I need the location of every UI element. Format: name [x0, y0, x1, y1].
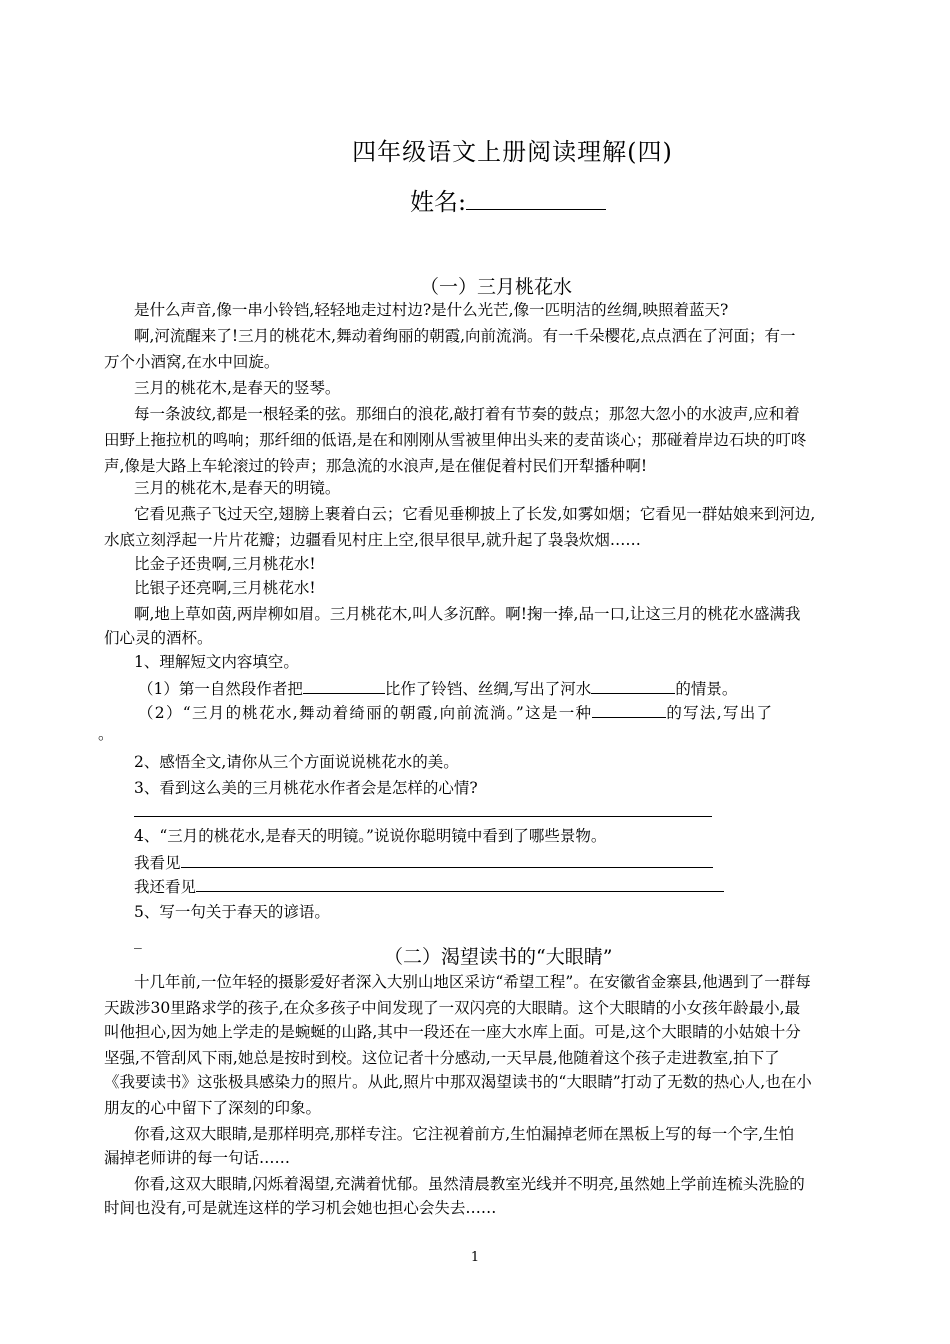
name-label: 姓名:: [410, 188, 467, 216]
s1-para-4a: 每一条波纹,都是一根轻柔的弦。那细白的浪花,敲打着有节奏的鼓点；那忽大忽小的水波声,应和着: [134, 405, 800, 423]
s1-para-3: 三月的桃花木,是春天的竖琴。: [134, 379, 341, 397]
page-title: 四年级语文上册阅读理解(四): [352, 138, 673, 166]
q1b-blank-1[interactable]: [592, 702, 666, 718]
question-3: 3、看到这么美的三月桃花水作者会是怎样的心情?: [134, 779, 478, 797]
q4b-blank[interactable]: [196, 876, 724, 892]
q1a-text-mid: 比作了铃铛、丝绸,写出了河水: [384, 680, 592, 698]
question-2: 2、感悟全文,请你从三个方面说说桃花水的美。: [134, 753, 459, 771]
section1-heading: （一）三月桃花水: [420, 276, 573, 298]
question-1-part-1: [138, 678, 737, 699]
q4a-label: 我看见: [134, 854, 181, 872]
s2-para-2b: 漏掉老师讲的每一句话……: [104, 1149, 291, 1167]
q4-answer-1: [134, 852, 713, 873]
s1-para-7: 比金子还贵啊,三月桃花水!: [134, 555, 316, 573]
q4b-label: 我还看见: [134, 878, 197, 896]
page-number: 1: [470, 1250, 480, 1265]
s1-para-9a: 啊,地上草如茵,两岸柳如眉。三月桃花木,叫人多沉醉。啊!掬一捧,品一口,让这三月的桃花水盛满我: [134, 605, 801, 623]
q1b-end-punct: 。: [98, 725, 114, 743]
s1-para-4c: 声,像是大路上车轮滚过的铃声；那急流的水浪声,是在催促着村民们开犁播种啊!: [104, 457, 648, 475]
question-5: 5、写一句关于春天的谚语。: [134, 903, 330, 921]
s1-para-1: 是什么声音,像一串小铃铛,轻轻地走过村边?是什么光芒,像一匹明洁的丝绸,映照着蓝天?: [134, 301, 729, 319]
q1b-text-post: 的写法,写出了: [666, 704, 774, 722]
s2-para-3a: 你看,这双大眼睛,闪烁着渴望,充满着忧郁。虽然清晨教室光线并不明亮,虽然她上学前连梳头洗脸的: [134, 1175, 805, 1193]
q1a-text-post: 的情景。: [675, 680, 738, 698]
name-field-label: [410, 182, 606, 217]
q1a-blank-1[interactable]: [303, 678, 385, 694]
s1-para-4b: 田野上拖拉机的鸣响；那纤细的低语,是在和刚刚从雪被里伸出头来的麦苗谈心；那碰着岸边石块的叮咚: [104, 431, 807, 449]
section2-heading: （二）渴望读书的“大眼睛”: [384, 946, 613, 968]
stray-underscore: _: [134, 931, 142, 949]
q1a-blank-2[interactable]: [591, 678, 675, 694]
question-1: 1、理解短文内容填空。: [134, 653, 299, 671]
s1-para-6a: 它看见燕子飞过天空,翅膀上裹着白云；它看见垂柳披上了长发,如雾如烟；它看见一群姑娘来到河边,: [134, 505, 816, 523]
s2-para-1d: 坚强,不管刮风下雨,她总是按时到校。这位记者十分感动,一天早晨,他随着这个孩子走进教室,拍下了: [104, 1049, 780, 1067]
s2-para-1e: 《我要读书》这张极具感染力的照片。从此,照片中那双渴望读书的“大眼睛”打动了无数的热心人,也在小: [104, 1073, 812, 1091]
q4-answer-2: [134, 876, 724, 897]
name-blank[interactable]: [466, 187, 606, 210]
s1-para-6b: 水底立刻浮起一片片花瓣；边疆看见村庄上空,很早很早,就升起了袅袅炊烟……: [104, 531, 641, 549]
question-4: 4、“三月的桃花水,是春天的明镜。”说说你聪明镜中看到了哪些景物。: [134, 827, 607, 845]
s1-para-2a: 啊,河流醒来了!三月的桃花木,舞动着绚丽的朝霞,向前流淌。有一千朵樱花,点点洒在了河面；有一: [134, 327, 796, 345]
s2-para-3b: 时间也没有,可是就连这样的学习机会她也担心会失去……: [104, 1199, 497, 1217]
q1a-text-pre: （1）第一自然段作者把: [138, 680, 303, 698]
s1-para-8: 比银子还亮啊,三月桃花水!: [134, 579, 316, 597]
q3-answer-line[interactable]: [134, 816, 712, 817]
s1-para-9b: 们心灵的酒杯。: [104, 629, 213, 647]
s2-para-1f: 朋友的心中留下了深刻的印象。: [104, 1099, 322, 1117]
s2-para-1c: 叫他担心,因为她上学走的是蜿蜒的山路,其中一段还在一座大水库上面。可是,这个大眼睛的小姑娘十分: [104, 1023, 801, 1041]
q4a-blank[interactable]: [181, 852, 713, 868]
s2-para-2a: 你看,这双大眼睛,是那样明亮,那样专注。它注视着前方,生怕漏掉老师在黑板上写的每一个字,生怕: [134, 1125, 795, 1143]
s2-para-1a: 十几年前,一位年轻的摄影爱好者深入大别山地区采访“希望工程”。在安徽省金寨县,他遇到了一群每: [134, 973, 811, 991]
s2-para-1b: 天跋涉30里路求学的孩子,在众多孩子中间发现了一双闪亮的大眼睛。这个大眼睛的小女孩年龄最小,最: [104, 999, 801, 1017]
question-1-part-2: [138, 702, 773, 723]
s1-para-5: 三月的桃花木,是春天的明镜。: [134, 479, 341, 497]
q1b-text-pre: （2）“三月的桃花水,舞动着绮丽的朝霞,向前流淌。”这是一种: [138, 704, 593, 722]
s1-para-2b: 万个小酒窝,在水中回旋。: [104, 353, 280, 371]
